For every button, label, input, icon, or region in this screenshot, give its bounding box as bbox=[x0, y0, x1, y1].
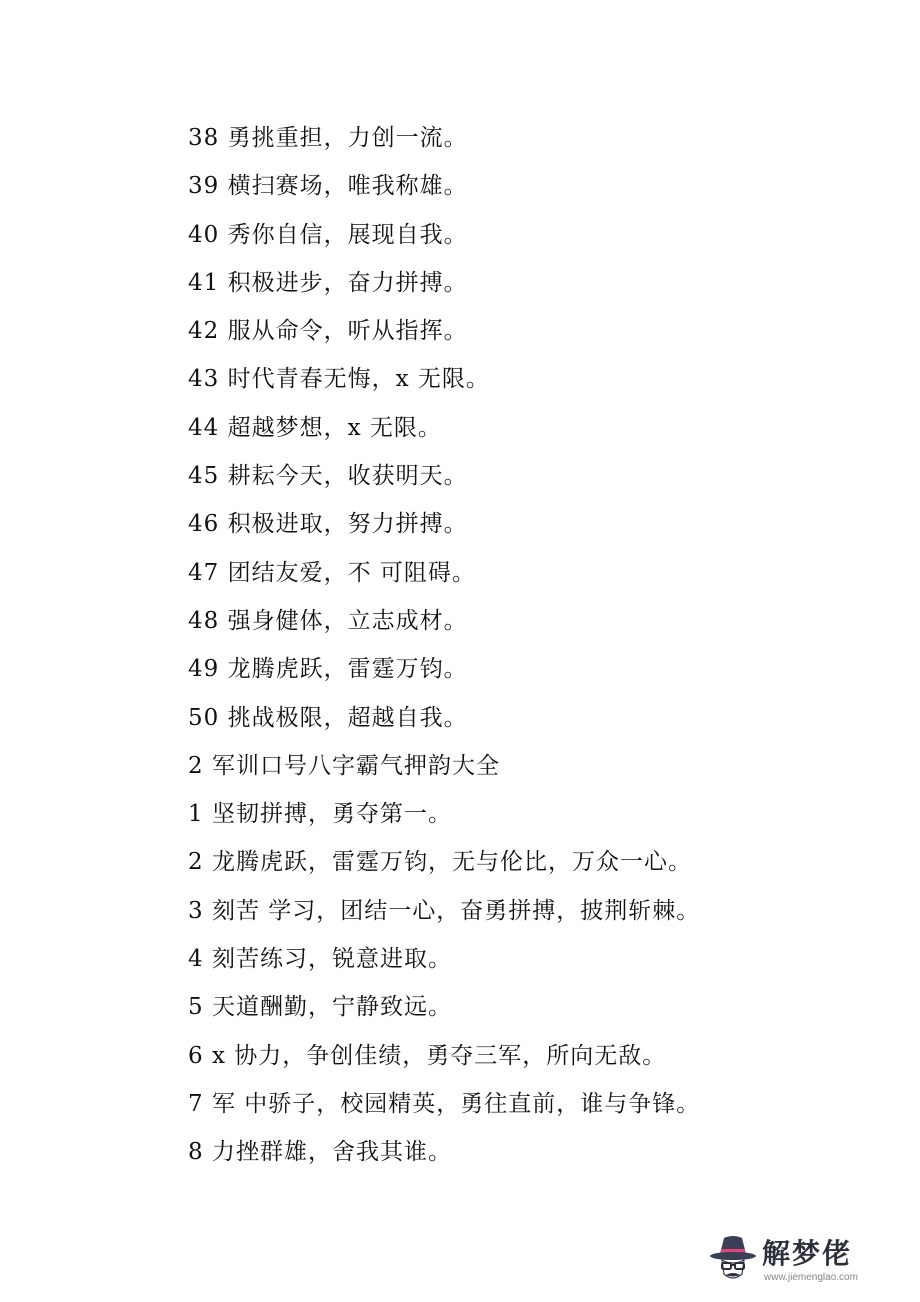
slogan-list bbox=[188, 116, 828, 1179]
list-item: 1 坚韧拼搏，勇夺第一。 bbox=[188, 801, 452, 828]
list-item: 43 时代青春无悔，x 无限。 bbox=[188, 366, 490, 393]
section-heading: 2 军训口号八字霸气押韵大全 bbox=[188, 752, 500, 779]
list-item: 41 积极进步，奋力拼搏。 bbox=[188, 269, 468, 296]
detective-hat-glasses-icon bbox=[708, 1232, 758, 1290]
list-item: 49 龙腾虎跃，雷霆万钧。 bbox=[188, 656, 468, 683]
list-item: 50 挑战极限，超越自我。 bbox=[188, 704, 468, 731]
list-item: 5 天道酬勤，宁静致远。 bbox=[188, 994, 452, 1021]
list-item: 44 超越梦想，x 无限。 bbox=[188, 414, 442, 441]
list-item: 40 秀你自信，展现自我。 bbox=[188, 221, 468, 248]
list-item: 42 服从命令，听从指挥。 bbox=[188, 318, 468, 345]
watermark-title: 解梦佬 bbox=[762, 1237, 853, 1270]
list-item: 3 刻苦 学习，团结一心，奋勇拼搏，披荆斩棘。 bbox=[188, 897, 701, 924]
list-item: 45 耕耘今天，收获明天。 bbox=[188, 463, 468, 490]
list-item: 7 军 中骄子，校园精英，勇往直前，谁与争锋。 bbox=[188, 1090, 701, 1117]
list-item: 4 刻苦练习，锐意进取。 bbox=[188, 946, 452, 973]
site-watermark bbox=[708, 1232, 908, 1294]
list-item: 48 强身健体，立志成材。 bbox=[188, 607, 468, 634]
list-item: 2 龙腾虎跃，雷霆万钧，无与伦比，万众一心。 bbox=[188, 849, 692, 876]
list-item: 6 x 协力，争创佳绩，勇夺三军，所向无敌。 bbox=[188, 1042, 667, 1069]
list-item: 39 横扫赛场，唯我称雄。 bbox=[188, 173, 468, 200]
list-item: 38 勇挑重担，力创一流。 bbox=[188, 125, 468, 151]
list-item: 47 团结友爱，不 可阻碍。 bbox=[188, 559, 476, 586]
list-item: 8 力挫群雄，舍我其谁。 bbox=[188, 1139, 452, 1166]
watermark-url: www.jiemenglao.com bbox=[764, 1272, 858, 1283]
list-item: 46 积极进取，努力拼搏。 bbox=[188, 511, 468, 538]
